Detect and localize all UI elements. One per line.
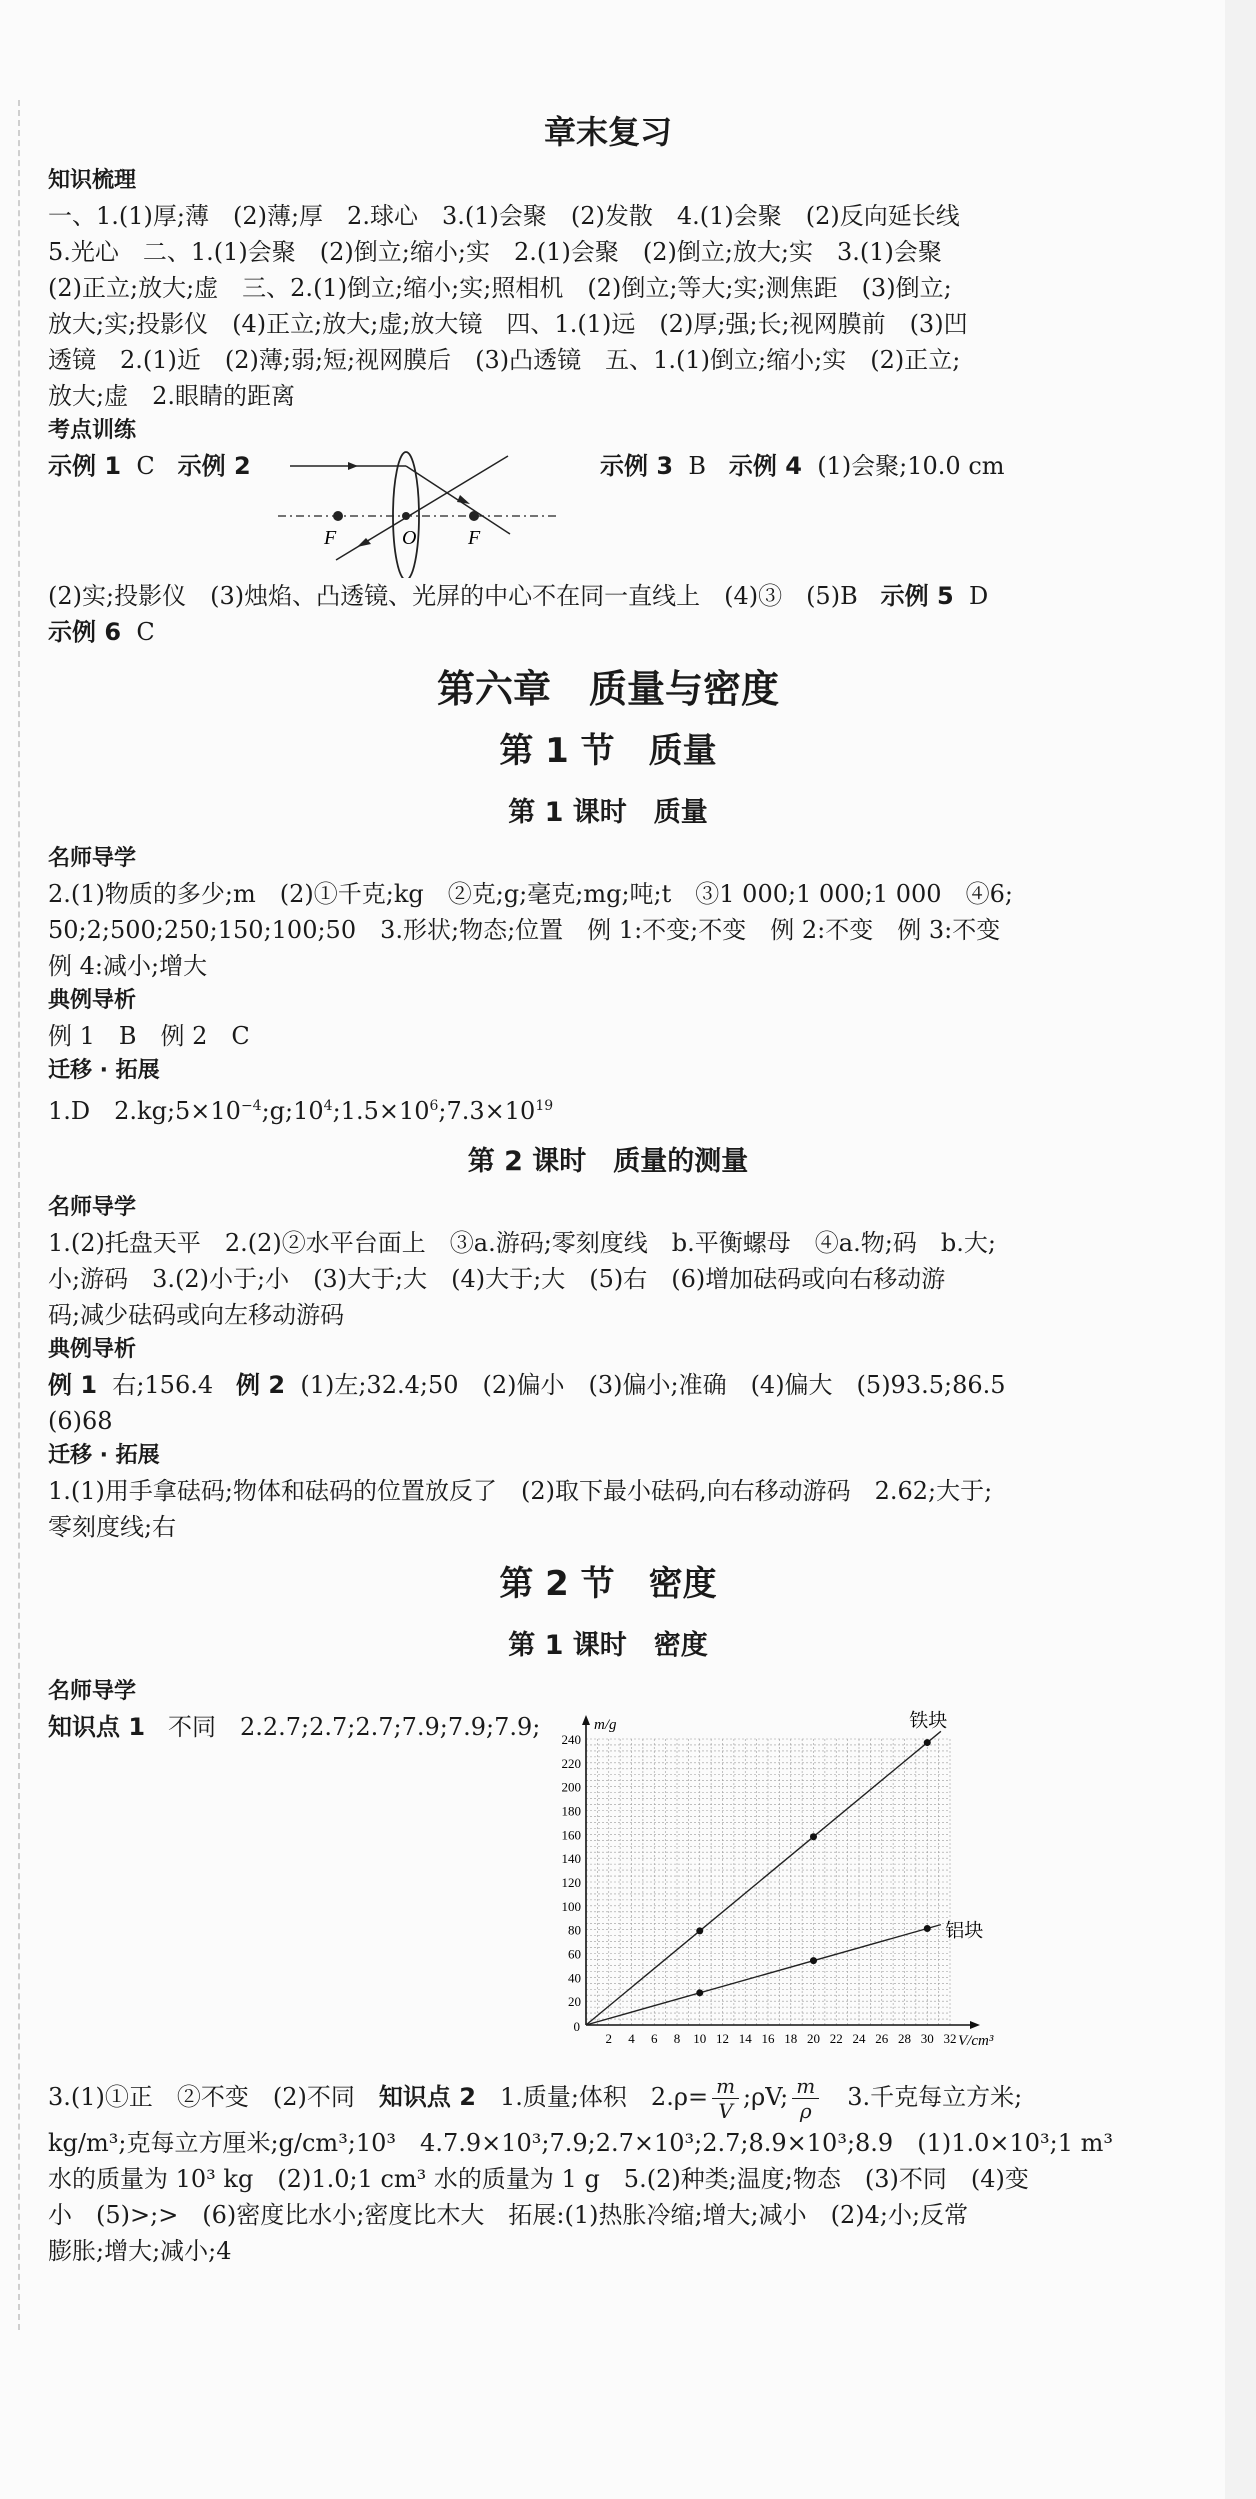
x-tick-label: 4 [628, 2031, 635, 2046]
transfer-heading: 迁移 · 拓展 [48, 1443, 160, 1468]
text-line: 放大;实;投影仪 (4)正立;放大;虚;放大镜 四、1.(1)远 (2)厚;强;长;视网膜前 (3)凹 [48, 310, 968, 338]
y-tick-label: 80 [568, 1922, 581, 1938]
focus-left-dot [333, 511, 343, 521]
text-span: 1.质量;体积 2.ρ= [475, 2083, 709, 2111]
text-line [48, 614, 1168, 650]
knowledge-point-label: 知识点 2 [378, 2083, 476, 2111]
x-tick-label: 20 [807, 2031, 820, 2046]
text-line [48, 578, 1168, 614]
example-answer: (1)左;32.4;50 (2)偏小 (3)偏小;准确 (4)偏大 (5)93.5;86.5 [300, 1371, 1006, 1399]
y-tick-label: 120 [561, 1875, 581, 1890]
text-line: 例 4:减小;增大 [48, 952, 208, 980]
example-answer: 右;156.4 [112, 1371, 214, 1399]
text-span: (2)实;投影仪 (3)烛焰、凸透镜、光屏的中心不在同一直线上 (4)③ (5)B [48, 582, 858, 610]
text-line [48, 1088, 1168, 1129]
chapter-title: 第六章 质量与密度 [436, 667, 779, 711]
knowledge-block [48, 198, 1168, 414]
fraction-numerator: m [712, 2074, 739, 2099]
text-line: 码;减少砝码或向左移动游码 [48, 1301, 345, 1329]
series-line [586, 1731, 941, 2025]
example-answer: (1)会聚;10.0 cm [817, 452, 1005, 480]
text-line: 小 (5)>;> (6)密度比水小;密度比木大 拓展:(1)热胀冷缩;增大;减小 (2)4;小;反常 [48, 2201, 969, 2229]
transfer-heading: 迁移 · 拓展 [48, 1058, 160, 1083]
data-point [810, 1957, 817, 1964]
arrow-icon [457, 495, 470, 504]
exam-heading: 考点训练 [48, 418, 137, 443]
text-line: 例 1 B 例 2 C [48, 1022, 250, 1050]
x-tick-label: 2 [605, 2031, 612, 2046]
text-span: ;g;10 [261, 1097, 324, 1125]
example-label: 例 2 [236, 1371, 286, 1399]
text-line: 水的质量为 10³ kg (2)1.0;1 cm³ 水的质量为 1 g 5.(2)种类;温度;物态 (3)不同 (4)变 [48, 2165, 1029, 2193]
text-line: 一、1.(1)厚;薄 (2)薄;厚 2.球心 3.(1)会聚 (2)发散 4.(1)会聚 (2)反向延长线 [48, 202, 960, 230]
y-tick-label: 160 [561, 1827, 581, 1843]
text-line: 零刻度线;右 [48, 1513, 177, 1541]
x-tick-label: 32 [943, 2031, 957, 2046]
text-span: ;1.5×10 [332, 1097, 430, 1125]
text-line: 1.(2)托盘天平 2.(2)②水平台面上 ③a.游码;零刻度线 b.平衡螺母 ④a.物;码 b.大; [48, 1229, 996, 1257]
examples-row [48, 448, 1168, 578]
x-tick-label: 18 [784, 2031, 798, 2046]
example-label: 示例 3 [600, 452, 674, 480]
series-label: 铁块 [909, 1709, 948, 1732]
y-tick-label: 180 [561, 1803, 581, 1819]
example-label: 示例 1 [48, 452, 122, 480]
text-span: 3.千克每立方米; [823, 2083, 1023, 2111]
origin-label: 0 [573, 2019, 580, 2034]
text-line: 50;2;500;250;150;100;50 3.形状;物态;位置 例 1:不变;不变 例 2:不变 例 3:不变 [48, 916, 1001, 944]
y-axis-label: m/g [594, 1717, 617, 1733]
knowledge-point-label: 知识点 1 [48, 1713, 146, 1741]
text-line: 5.光心 二、1.(1)会聚 (2)倒立;缩小;实 2.(1)会聚 (2)倒立;放大;实 3.(1)会聚 [48, 238, 942, 266]
example-answer: D [968, 582, 989, 610]
review-title: 章末复习 [543, 113, 672, 151]
y-tick-label: 60 [568, 1946, 581, 1962]
fraction-numerator: m [792, 2074, 819, 2099]
section-title: 第 2 节 密度 [499, 1564, 717, 1604]
exponent: 19 [535, 1098, 554, 1114]
data-point [924, 1739, 931, 1746]
exponent: 6 [429, 1098, 439, 1114]
focus-right-dot [469, 511, 479, 521]
data-point [924, 1925, 931, 1932]
data-point [696, 1989, 703, 1996]
example-answer: B [688, 452, 706, 480]
text-line [48, 2069, 1168, 2125]
x-tick-label: 10 [693, 2031, 707, 2046]
exponent: −4 [240, 1098, 262, 1114]
text-span: ;ρV; [743, 2083, 789, 2111]
example-answer: C [136, 452, 155, 480]
x-tick-label: 6 [651, 2031, 658, 2046]
mass-volume-chart [538, 1709, 1038, 2069]
text-line: 小;游码 3.(2)小于;小 (3)大于;大 (4)大于;大 (5)右 (6)增加砝码或向右移动游 [48, 1265, 946, 1293]
knowledge-heading: 知识梳理 [48, 168, 137, 193]
guide-heading: 名师导学 [48, 1679, 137, 1704]
text-line: 2.(1)物质的多少;m (2)①千克;kg ②克;g;毫克;mg;吨;t ③1 000;1 000;1 000 ④6; [48, 880, 1013, 908]
series-line [586, 1925, 941, 2025]
text-line: 透镜 2.(1)近 (2)薄;弱;短;视网膜后 (3)凸透镜 五、1.(1)倒立;缩小;实 (2)正立; [48, 346, 961, 374]
x-tick-label: 14 [738, 2031, 752, 2046]
example-answer: C [136, 618, 155, 646]
example-label: 示例 4 [728, 452, 802, 480]
exponent: 4 [323, 1098, 333, 1114]
example-label: 例 1 [48, 1371, 98, 1399]
y-tick-label: 40 [568, 1970, 581, 1986]
y-tick-label: 220 [561, 1755, 581, 1771]
x-tick-label: 8 [673, 2031, 681, 2046]
section-title: 第 1 节 质量 [499, 731, 717, 771]
typical-heading: 典例导析 [48, 1337, 137, 1362]
optical-center-label: O [402, 527, 417, 549]
y-tick-label: 140 [561, 1851, 581, 1867]
x-tick-label: 12 [716, 2031, 729, 2046]
fraction [792, 2074, 819, 2123]
kp1-row [48, 1709, 1168, 2069]
kp1-text [48, 1709, 548, 2069]
text-line: (2)正立;放大;虚 三、2.(1)倒立;缩小;实;照相机 (2)倒立;等大;实;测焦距 (3)倒立; [48, 274, 952, 302]
text-span: 不同 2.2.7;2.7;2.7;7.9;7.9;7.9; [167, 1713, 541, 1741]
lesson-title: 第 1 课时 质量 [508, 797, 708, 828]
lesson-title: 第 1 课时 密度 [508, 1630, 708, 1661]
guide-heading: 名师导学 [48, 846, 137, 871]
data-point [810, 1833, 817, 1840]
x-axis-label: V/cm³ [958, 2033, 994, 2049]
text-line [48, 1367, 1168, 1403]
arrow-icon [348, 462, 358, 470]
text-span: 3.(1)①正 ②不变 (2)不同 [48, 2083, 379, 2111]
text-span: ;7.3×10 [438, 1097, 536, 1125]
series-label: 铝块 [945, 1919, 984, 1942]
x-axis-arrow-icon [970, 2021, 980, 2029]
x-tick-label: 24 [852, 2031, 866, 2046]
focus-left-label: F [324, 527, 337, 549]
x-tick-label: 16 [761, 2031, 775, 2046]
lens-diagram [278, 448, 558, 578]
text-line: 放大;虚 2.眼睛的距离 [48, 382, 295, 410]
x-tick-label: 28 [898, 2031, 911, 2046]
fraction-denominator: ρ [799, 2099, 812, 2123]
typical-heading: 典例导析 [48, 988, 137, 1013]
y-axis-arrow-icon [582, 1715, 590, 1725]
example-label: 示例 2 [177, 452, 251, 480]
data-point [696, 1927, 703, 1934]
fraction [712, 2074, 739, 2123]
examples-left [48, 448, 278, 484]
text-line: (6)68 [48, 1407, 113, 1435]
y-tick-label: 240 [561, 1732, 581, 1747]
examples-right [600, 448, 1005, 484]
focus-right-label: F [468, 527, 481, 549]
text-line: 膨胀;增大;减小;4 [48, 2237, 232, 2265]
binding-margin-line [18, 100, 20, 2330]
example-label: 示例 5 [880, 582, 954, 610]
x-tick-label: 22 [829, 2031, 843, 2046]
fraction-denominator: V [718, 2099, 733, 2123]
x-tick-label: 26 [875, 2031, 889, 2046]
optical-center-dot [402, 512, 410, 520]
y-tick-label: 200 [561, 1779, 581, 1795]
x-tick-label: 30 [920, 2031, 934, 2046]
lesson-title: 第 2 课时 质量的测量 [467, 1146, 749, 1177]
y-tick-label: 20 [568, 1994, 581, 2010]
text-line: 1.(1)用手拿砝码;物体和砝码的位置放反了 (2)取下最小砝码,向右移动游码 2.62;大于; [48, 1477, 993, 1505]
text-line: kg/m³;克每立方厘米;g/cm³;10³ 4.7.9×10³;7.9;2.7×10³;2.7;8.9×10³;8.9 (1)1.0×10³;1 m³ [48, 2129, 1113, 2157]
y-tick-label: 100 [561, 1898, 581, 1914]
guide-heading: 名师导学 [48, 1195, 137, 1220]
example-label: 示例 6 [48, 618, 122, 646]
answer-content [48, 100, 1168, 2269]
text-span: 1.D 2.kg;5×10 [48, 1097, 241, 1125]
